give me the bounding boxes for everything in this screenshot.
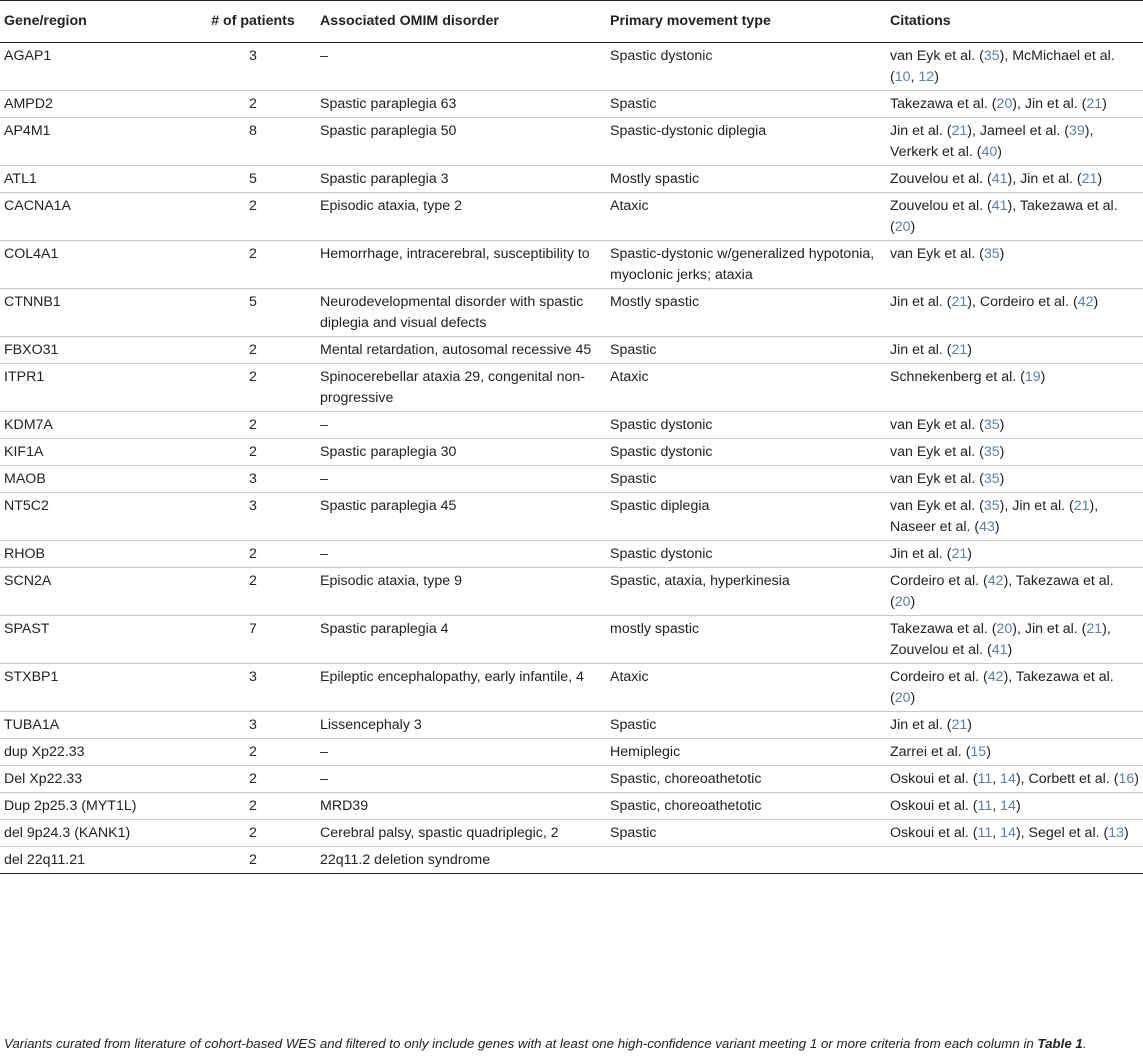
table-row xyxy=(0,412,1143,439)
citation-text: Zarrei et al. ( xyxy=(890,744,971,760)
cell-movement: Spastic xyxy=(606,466,886,493)
cell-movement: Spastic, ataxia, hyperkinesia xyxy=(606,568,886,616)
cell-movement: Spastic, choreoathetotic xyxy=(606,793,886,820)
cell-patients: 2 xyxy=(190,91,316,118)
cell-disorder: – xyxy=(316,466,606,493)
citation-reference-link[interactable]: 21 xyxy=(951,294,968,310)
cell-disorder: – xyxy=(316,43,606,91)
cell-gene: SPAST xyxy=(0,616,190,664)
citation-reference-link[interactable]: 35 xyxy=(983,498,1000,514)
citation-text: ) xyxy=(999,471,1005,487)
cell-citations xyxy=(886,43,1143,91)
citation-text: ) xyxy=(934,69,939,85)
citation-reference-link[interactable]: 14 xyxy=(1000,798,1016,814)
cell-patients: 2 xyxy=(190,820,316,847)
citation-text: ), Verkerk et al. ( xyxy=(890,123,1094,160)
cell-movement: Spastic xyxy=(606,820,886,847)
cell-movement: Spastic dystonic xyxy=(606,541,886,568)
citation-text: ), Jin et al. ( xyxy=(1012,96,1087,112)
citation-reference-link[interactable]: 42 xyxy=(987,573,1004,589)
cell-patients: 2 xyxy=(190,337,316,364)
citation-text: van Eyk et al. ( xyxy=(890,444,984,460)
footnote-table-ref[interactable]: Table 1 xyxy=(1037,1036,1083,1051)
cell-patients: 2 xyxy=(190,193,316,241)
header-movement: Primary movement type xyxy=(606,1,886,43)
cell-citations xyxy=(886,739,1143,766)
table-row xyxy=(0,616,1143,664)
citation-reference-link[interactable]: 35 xyxy=(983,417,1000,433)
cell-movement: Spastic-dystonic diplegia xyxy=(606,118,886,166)
cell-patients: 2 xyxy=(190,847,316,874)
citation-text: ) xyxy=(1015,798,1021,814)
cell-disorder: Episodic ataxia, type 2 xyxy=(316,193,606,241)
citation-text: ), Naseer et al. ( xyxy=(890,498,1099,535)
citation-text: ) xyxy=(1097,171,1103,187)
citation-text: ) xyxy=(1040,369,1046,385)
cell-gene: STXBP1 xyxy=(0,664,190,712)
cell-citations xyxy=(886,793,1143,820)
citation-reference-link[interactable]: 42 xyxy=(1077,294,1094,310)
cell-disorder: Episodic ataxia, type 9 xyxy=(316,568,606,616)
cell-gene: TUBA1A xyxy=(0,712,190,739)
cell-movement: Spastic xyxy=(606,91,886,118)
citation-reference-link[interactable]: 15 xyxy=(970,744,987,760)
footnote-text: Variants curated from literature of cohort-based WES and filtered to only include genes with at least one high-confidence variant meeting 1 or more criteria from each column in xyxy=(4,1036,1038,1051)
citation-reference-link[interactable]: 20 xyxy=(996,621,1013,637)
table-row xyxy=(0,91,1143,118)
table-row xyxy=(0,664,1143,712)
citation-reference-link[interactable]: 41 xyxy=(991,198,1008,214)
citation-reference-link[interactable]: 40 xyxy=(981,144,998,160)
table-row xyxy=(0,466,1143,493)
cell-citations xyxy=(886,364,1143,412)
cell-citations xyxy=(886,820,1143,847)
citation-reference-link[interactable]: 42 xyxy=(987,669,1004,685)
cell-gene: CACNA1A xyxy=(0,193,190,241)
cell-disorder: – xyxy=(316,541,606,568)
citation-text: ) xyxy=(1007,642,1013,658)
citation-text: ) xyxy=(967,342,973,358)
cell-movement: Spastic xyxy=(606,712,886,739)
citation-text: ) xyxy=(967,546,973,562)
citation-reference-link[interactable]: 20 xyxy=(894,690,911,706)
citation-text: Jin et al. ( xyxy=(890,123,952,139)
citation-text: ) xyxy=(967,717,973,733)
cell-patients: 8 xyxy=(190,118,316,166)
cell-citations xyxy=(886,616,1143,664)
citation-text: ) xyxy=(1123,825,1129,841)
citation-text: ) xyxy=(999,444,1005,460)
citation-reference-link[interactable]: 20 xyxy=(996,96,1013,112)
table-row xyxy=(0,166,1143,193)
citation-text: ) xyxy=(994,519,1000,535)
cell-disorder: – xyxy=(316,766,606,793)
table-row xyxy=(0,820,1143,847)
cell-gene: AGAP1 xyxy=(0,43,190,91)
citation-text: van Eyk et al. ( xyxy=(890,498,984,514)
citation-reference-link[interactable]: 35 xyxy=(983,444,1000,460)
cell-citations xyxy=(886,568,1143,616)
citation-reference-link[interactable]: 21 xyxy=(951,717,968,733)
table-row xyxy=(0,193,1143,241)
citation-text: ), Zouvelou et al. ( xyxy=(890,621,1111,658)
cell-movement xyxy=(606,847,886,874)
citation-text: van Eyk et al. ( xyxy=(890,417,984,433)
cell-movement: Mostly spastic xyxy=(606,289,886,337)
citation-text: ) xyxy=(999,417,1005,433)
citation-reference-link[interactable]: 11 xyxy=(977,825,993,841)
citation-reference-link[interactable]: 12 xyxy=(918,69,935,85)
cell-gene: ITPR1 xyxy=(0,364,190,412)
cell-citations xyxy=(886,466,1143,493)
citation-text: ) xyxy=(910,594,916,610)
cell-disorder: Lissencephaly 3 xyxy=(316,712,606,739)
cell-disorder: Spastic paraplegia 45 xyxy=(316,493,606,541)
cell-disorder: Spastic paraplegia 4 xyxy=(316,616,606,664)
citation-text: ), Jameel et al. ( xyxy=(967,123,1070,139)
citation-text: ) xyxy=(986,744,991,760)
citation-reference-link[interactable]: 35 xyxy=(983,471,1000,487)
cell-patients: 2 xyxy=(190,541,316,568)
cell-disorder: Mental retardation, autosomal recessive 45 xyxy=(316,337,606,364)
cell-movement: Spastic xyxy=(606,337,886,364)
cell-gene: AP4M1 xyxy=(0,118,190,166)
cell-citations xyxy=(886,541,1143,568)
citation-text: ), Jin et al. ( xyxy=(999,498,1074,514)
cell-gene: KIF1A xyxy=(0,439,190,466)
cell-disorder: – xyxy=(316,412,606,439)
table-row xyxy=(0,793,1143,820)
citation-reference-link[interactable]: 39 xyxy=(1069,123,1085,139)
citation-text: ) xyxy=(910,219,916,235)
citation-reference-link[interactable]: 43 xyxy=(979,519,995,535)
citation-reference-link[interactable]: 21 xyxy=(1073,498,1090,514)
citation-text: ), Corbett et al. ( xyxy=(1015,771,1119,787)
citation-text: ) xyxy=(910,690,916,706)
cell-citations xyxy=(886,91,1143,118)
table-row xyxy=(0,541,1143,568)
citation-text: ), Takezawa et al. ( xyxy=(890,573,1114,610)
citation-reference-link[interactable]: 41 xyxy=(991,171,1008,187)
cell-movement: mostly spastic xyxy=(606,616,886,664)
citation-reference-link[interactable]: 19 xyxy=(1024,369,1041,385)
citation-text: ), McMichael et al. ( xyxy=(890,48,1115,85)
citation-text: Jin et al. ( xyxy=(890,546,952,562)
citation-text: van Eyk et al. ( xyxy=(890,246,984,262)
cell-patients: 5 xyxy=(190,166,316,193)
table-row xyxy=(0,739,1143,766)
citation-reference-link[interactable]: 11 xyxy=(977,771,993,787)
citation-reference-link[interactable]: 13 xyxy=(1108,825,1124,841)
header-gene: Gene/region xyxy=(0,1,190,43)
citation-reference-link[interactable]: 35 xyxy=(983,246,1000,262)
footnote-end: . xyxy=(1082,1036,1087,1051)
cell-patients: 3 xyxy=(190,493,316,541)
citation-text: Zouvelou et al. ( xyxy=(890,198,992,214)
citation-reference-link[interactable]: 41 xyxy=(991,642,1008,658)
cell-patients: 7 xyxy=(190,616,316,664)
table-body xyxy=(0,43,1143,874)
citation-text: ) xyxy=(1102,96,1107,112)
citation-text: Takezawa et al. ( xyxy=(890,621,997,637)
cell-movement: Ataxic xyxy=(606,364,886,412)
citation-text: Jin et al. ( xyxy=(890,717,952,733)
citation-reference-link[interactable]: 20 xyxy=(894,219,911,235)
cell-disorder: Spastic paraplegia 30 xyxy=(316,439,606,466)
table-row xyxy=(0,337,1143,364)
citation-reference-link[interactable]: 14 xyxy=(1000,825,1016,841)
table-row xyxy=(0,766,1143,793)
citation-reference-link[interactable]: 21 xyxy=(1086,96,1103,112)
cell-movement: Ataxic xyxy=(606,193,886,241)
citation-text: ), Cordeiro et al. ( xyxy=(967,294,1078,310)
cell-gene: FBXO31 xyxy=(0,337,190,364)
cell-citations xyxy=(886,166,1143,193)
table-row xyxy=(0,847,1143,874)
cell-disorder: Spastic paraplegia 3 xyxy=(316,166,606,193)
table-footnote xyxy=(4,1036,1087,1051)
cell-gene: MAOB xyxy=(0,466,190,493)
citation-text: Cordeiro et al. ( xyxy=(890,573,988,589)
cell-disorder: – xyxy=(316,739,606,766)
cell-citations xyxy=(886,118,1143,166)
citation-reference-link[interactable]: 16 xyxy=(1118,771,1135,787)
citation-text: ) xyxy=(997,144,1002,160)
cell-citations xyxy=(886,712,1143,739)
table-row xyxy=(0,241,1143,289)
citation-text: Jin et al. ( xyxy=(890,342,952,358)
cell-disorder: Cerebral palsy, spastic quadriplegic, 2 xyxy=(316,820,606,847)
cell-disorder: Spastic paraplegia 50 xyxy=(316,118,606,166)
citation-text: ), Takezawa et al. ( xyxy=(890,198,1118,235)
table-row xyxy=(0,712,1143,739)
cell-movement: Mostly spastic xyxy=(606,166,886,193)
cell-gene: AMPD2 xyxy=(0,91,190,118)
cell-disorder: Spastic paraplegia 63 xyxy=(316,91,606,118)
cell-patients: 2 xyxy=(190,568,316,616)
citation-text: ) xyxy=(1093,294,1099,310)
cell-movement: Spastic dystonic xyxy=(606,43,886,91)
citation-reference-link[interactable]: 11 xyxy=(977,798,993,814)
cell-disorder: 22q11.2 deletion syndrome xyxy=(316,847,606,874)
cell-disorder: Hemorrhage, intracerebral, susceptibility to xyxy=(316,241,606,289)
citation-text: Cordeiro et al. ( xyxy=(890,669,988,685)
citation-reference-link[interactable]: 21 xyxy=(951,123,968,139)
cell-citations xyxy=(886,289,1143,337)
citation-text: , xyxy=(992,771,1001,787)
cell-gene: del 9p24.3 (KANK1) xyxy=(0,820,190,847)
citation-text: ), Segel et al. ( xyxy=(1015,825,1109,841)
cell-movement: Spastic, choreoathetotic xyxy=(606,766,886,793)
cell-citations xyxy=(886,766,1143,793)
table-row xyxy=(0,289,1143,337)
cell-gene: del 22q11.21 xyxy=(0,847,190,874)
citation-text: van Eyk et al. ( xyxy=(890,471,984,487)
citation-text: Takezawa et al. ( xyxy=(890,96,997,112)
cell-disorder: MRD39 xyxy=(316,793,606,820)
citation-text: Oskoui et al. ( xyxy=(890,798,978,814)
citation-reference-link[interactable]: 21 xyxy=(1086,621,1103,637)
cell-patients: 2 xyxy=(190,439,316,466)
cell-disorder: Neurodevelopmental disorder with spastic diplegia and visual defects xyxy=(316,289,606,337)
cell-movement: Spastic dystonic xyxy=(606,412,886,439)
cell-gene: CTNNB1 xyxy=(0,289,190,337)
header-disorder: Associated OMIM disorder xyxy=(316,1,606,43)
cell-patients: 5 xyxy=(190,289,316,337)
cell-citations xyxy=(886,493,1143,541)
table-row xyxy=(0,568,1143,616)
table-row xyxy=(0,364,1143,412)
cell-citations xyxy=(886,847,1143,874)
cell-citations xyxy=(886,664,1143,712)
header-citations: Citations xyxy=(886,1,1143,43)
citation-reference-link[interactable]: 10 xyxy=(894,69,911,85)
cell-patients: 3 xyxy=(190,664,316,712)
cell-patients: 2 xyxy=(190,241,316,289)
citation-text: Zouvelou et al. ( xyxy=(890,171,992,187)
header-patients: # of patients xyxy=(190,1,316,43)
cell-movement: Hemiplegic xyxy=(606,739,886,766)
citation-text: ) xyxy=(1134,771,1139,787)
table-header xyxy=(0,1,1143,43)
citation-text: ), Takezawa et al. ( xyxy=(890,669,1114,706)
cell-gene: RHOB xyxy=(0,541,190,568)
citation-reference-link[interactable]: 21 xyxy=(951,546,968,562)
cell-movement: Spastic diplegia xyxy=(606,493,886,541)
cell-patients: 3 xyxy=(190,43,316,91)
citation-text: , xyxy=(910,69,919,85)
citation-reference-link[interactable]: 21 xyxy=(951,342,968,358)
cell-patients: 3 xyxy=(190,712,316,739)
cell-gene: ATL1 xyxy=(0,166,190,193)
citation-text: ), Jin et al. ( xyxy=(1012,621,1087,637)
cell-patients: 2 xyxy=(190,364,316,412)
citation-reference-link[interactable]: 14 xyxy=(1000,771,1016,787)
cell-citations xyxy=(886,439,1143,466)
citation-reference-link[interactable]: 35 xyxy=(983,48,1000,64)
cell-citations xyxy=(886,193,1143,241)
citation-reference-link[interactable]: 21 xyxy=(1081,171,1098,187)
cell-gene: Dup 2p25.3 (MYT1L) xyxy=(0,793,190,820)
citation-text: , xyxy=(992,825,1001,841)
citation-text: ), Jin et al. ( xyxy=(1007,171,1082,187)
cell-patients: 2 xyxy=(190,739,316,766)
cell-disorder: Spinocerebellar ataxia 29, congenital non-progressive xyxy=(316,364,606,412)
citation-text: Schnekenberg et al. ( xyxy=(890,369,1025,385)
citation-text: ) xyxy=(999,246,1005,262)
cell-patients: 2 xyxy=(190,793,316,820)
citation-text: Oskoui et al. ( xyxy=(890,771,978,787)
cell-gene: COL4A1 xyxy=(0,241,190,289)
cell-movement: Spastic-dystonic w/generalized hypotonia, myoclonic jerks; ataxia xyxy=(606,241,886,289)
table-row xyxy=(0,493,1143,541)
cell-patients: 2 xyxy=(190,766,316,793)
cell-gene: KDM7A xyxy=(0,412,190,439)
cell-gene: SCN2A xyxy=(0,568,190,616)
citation-text: van Eyk et al. ( xyxy=(890,48,984,64)
cell-citations xyxy=(886,241,1143,289)
cell-patients: 2 xyxy=(190,412,316,439)
citation-text: Jin et al. ( xyxy=(890,294,952,310)
table-row xyxy=(0,439,1143,466)
table-row xyxy=(0,118,1143,166)
citation-reference-link[interactable]: 20 xyxy=(894,594,911,610)
cell-movement: Spastic dystonic xyxy=(606,439,886,466)
cell-gene: dup Xp22.33 xyxy=(0,739,190,766)
cell-patients: 3 xyxy=(190,466,316,493)
table-row xyxy=(0,43,1143,91)
cell-disorder: Epileptic encephalopathy, early infantile, 4 xyxy=(316,664,606,712)
cell-citations xyxy=(886,337,1143,364)
cell-gene: NT5C2 xyxy=(0,493,190,541)
citation-text: Oskoui et al. ( xyxy=(890,825,978,841)
cell-gene: Del Xp22.33 xyxy=(0,766,190,793)
citation-text: , xyxy=(992,798,1001,814)
header-row xyxy=(0,1,1143,43)
cell-movement: Ataxic xyxy=(606,664,886,712)
cell-citations xyxy=(886,412,1143,439)
